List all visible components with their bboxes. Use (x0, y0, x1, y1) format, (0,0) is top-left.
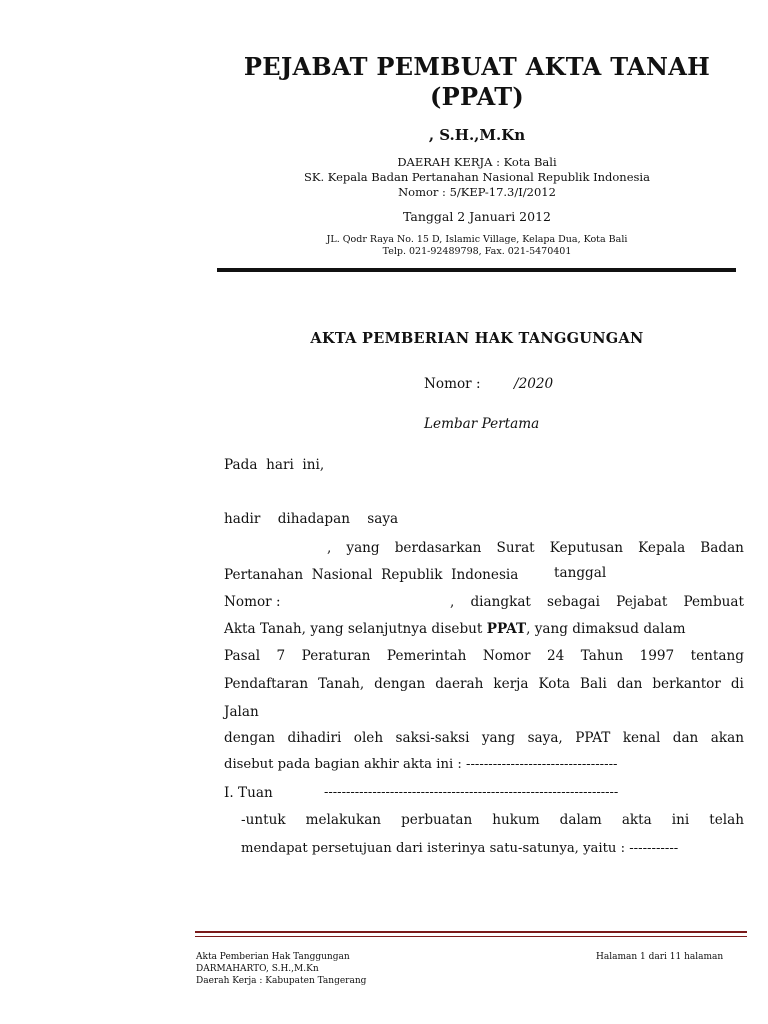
sk-nomor: Nomor : 5/KEP-17.3/I/2012 (398, 185, 556, 199)
footer-page-count: Halaman 1 dari 11 halaman (596, 952, 724, 962)
body-line-9: Jalan (224, 704, 259, 720)
word: melakukan (305, 812, 382, 828)
sk-tanggal: Tanggal 2 Januari 2012 (403, 209, 551, 224)
body-line-3 (327, 540, 744, 556)
word: akta (621, 812, 652, 828)
daerah-kerja: DAERAH KERJA : Kota Bali (397, 155, 557, 169)
word: 24 (546, 648, 565, 664)
word: Kepala (638, 540, 686, 556)
body-line-1: Pada hari ini, (224, 457, 325, 473)
header-title-line2: (PPAT) (429, 82, 525, 111)
word: oleh (353, 730, 384, 746)
deed-sheet: Lembar Pertama (424, 416, 540, 432)
body-line-5a: Nomor : (224, 594, 281, 610)
body-line-14: mendapat persetujuan dari isterinya satu-satunya, yaitu : ----------- (241, 841, 679, 856)
deed-number-label: Nomor : (424, 376, 481, 392)
footer-divider-thick (195, 931, 747, 933)
footer-deed-name: Akta Pemberian Hak Tanggungan (196, 952, 350, 962)
body-line-2: hadir dihadapan saya (224, 511, 399, 527)
word: hukum (492, 812, 540, 828)
word: , (450, 594, 455, 610)
body-line-10 (224, 730, 744, 746)
word: dalam (559, 812, 602, 828)
word: dihadiri (287, 730, 342, 746)
body-line-5b (450, 594, 744, 610)
body-line-8 (224, 676, 744, 692)
word: 1997 (639, 648, 675, 664)
office-address: JL. Qodr Raya No. 15 D, Islamic Village, Kelapa Dua, Kota Bali (326, 234, 628, 245)
word: Pendaftaran (224, 676, 309, 692)
footer-divider-thin (195, 936, 747, 937)
word: Peraturan (301, 648, 371, 664)
body-line-11: disebut pada bagian akhir akta ini : ---------------------------------- (224, 757, 618, 772)
word: , (327, 540, 332, 556)
word: saya, (527, 730, 563, 746)
word: yang (481, 730, 516, 746)
word: Kota (538, 676, 571, 692)
word: di (730, 676, 744, 692)
word: kerja (493, 676, 529, 692)
word: PPAT (575, 730, 611, 746)
word: Tahun (580, 648, 624, 664)
word: Nomor (482, 648, 531, 664)
word: ini (671, 812, 690, 828)
word: yang (346, 540, 380, 556)
body-line-4b: tanggal (554, 565, 607, 581)
deed-title: AKTA PEMBERIAN HAK TANGGUNGAN (310, 330, 644, 347)
party-label: I. Tuan (224, 785, 273, 801)
office-contact: Telp. 021-92489798, Fax. 021-5470401 (382, 246, 572, 257)
word: perbuatan (401, 812, 473, 828)
word: Badan (700, 540, 744, 556)
word: sebagai (547, 594, 601, 610)
word: 7 (276, 648, 286, 664)
word: berdasarkan (394, 540, 482, 556)
word: Keputusan (549, 540, 624, 556)
word: telah (709, 812, 744, 828)
word: Tanah, (318, 676, 365, 692)
body-line-7 (224, 648, 744, 664)
word: dengan (374, 676, 426, 692)
word: Pembuat (683, 594, 744, 610)
word: dengan (224, 730, 276, 746)
text: Akta Tanah, yang selanjutnya disebut (224, 621, 487, 637)
word: Pasal (224, 648, 261, 664)
notary-name: , S.H.,M.Kn (428, 126, 526, 144)
deed-number-value: /2020 (514, 376, 554, 392)
header-title-line1: PEJABAT PEMBUAT AKTA TANAH (243, 52, 711, 81)
text: , yang dimaksud dalam (526, 621, 686, 637)
word: dan (672, 730, 699, 746)
sk-line: SK. Kepala Badan Pertanahan Nasional Republik Indonesia (304, 170, 650, 184)
word: Pejabat (616, 594, 668, 610)
word: tentang (690, 648, 744, 664)
word: diangkat (470, 594, 531, 610)
word: berkantor (652, 676, 721, 692)
word: kenal (622, 730, 661, 746)
footer-notary: DARMAHARTO, S.H.,M.Kn (196, 964, 319, 974)
word: Bali (580, 676, 607, 692)
word: daerah (435, 676, 484, 692)
word: Pemerintah (386, 648, 467, 664)
word: dan (616, 676, 643, 692)
word: -untuk (241, 812, 286, 828)
body-line-13 (241, 812, 744, 828)
word: Surat (496, 540, 535, 556)
party-dashes: ------------------------------------------------------------------- (324, 785, 619, 800)
word: saksi-saksi (395, 730, 470, 746)
word: akan (710, 730, 744, 746)
body-line-6 (224, 621, 744, 637)
body-line-4a: Pertanahan Nasional Republik Indonesia (224, 567, 519, 583)
header-divider (217, 268, 736, 272)
ppat-bold: PPAT (486, 621, 527, 637)
footer-region: Daerah Kerja : Kabupaten Tangerang (196, 976, 367, 986)
